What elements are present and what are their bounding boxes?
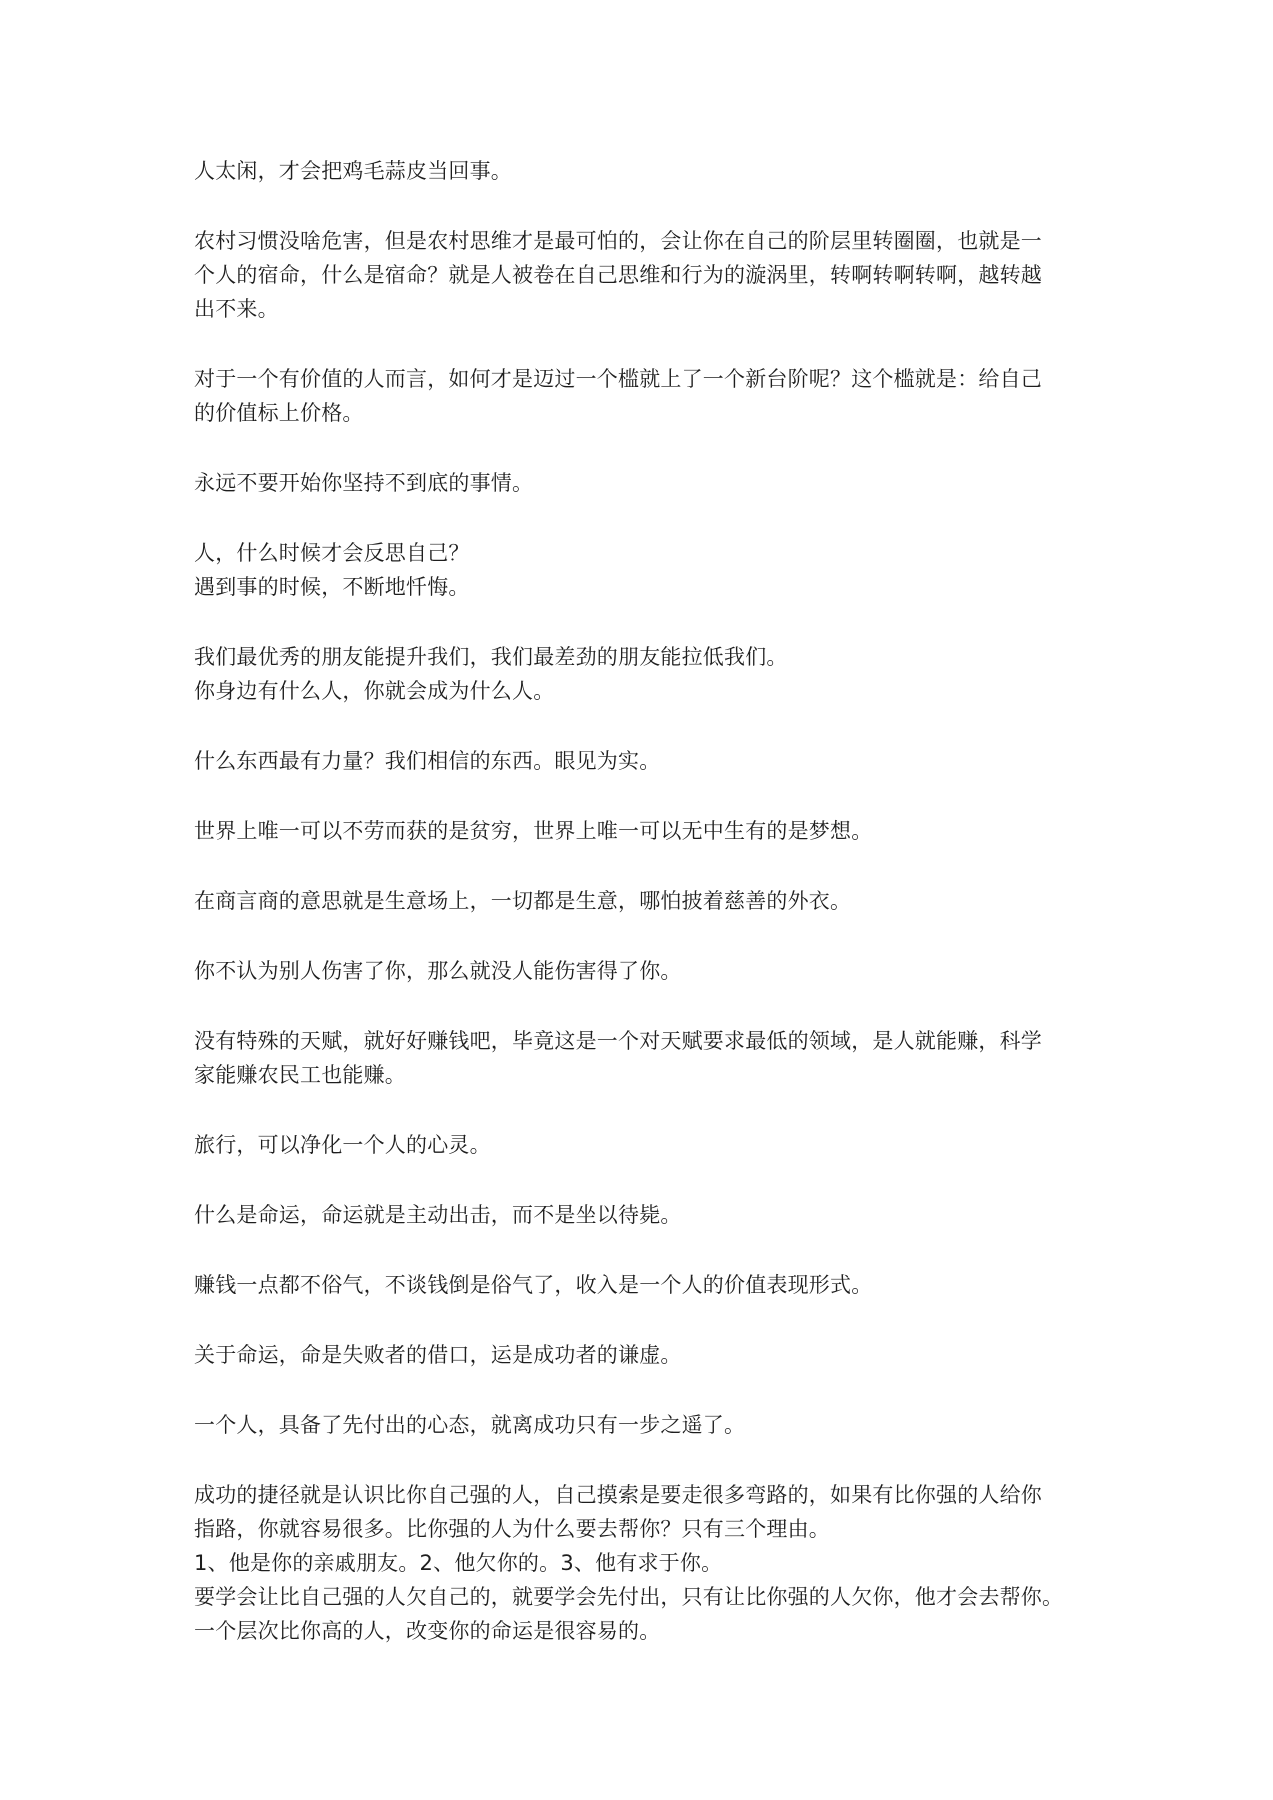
text-line: 世界上唯一可以不劳而获的是贫穷，世界上唯一可以无中生有的是梦想。 (194, 819, 873, 843)
text-line: 一个人，具备了先付出的心态，就离成功只有一步之遥了。 (194, 1413, 746, 1437)
text-line: 在商言商的意思就是生意场上，一切都是生意，哪怕披着慈善的外衣。 (194, 889, 852, 913)
text-line: 1、他是你的亲戚朋友。2、他欠你的。3、他有求于你。 (194, 1551, 723, 1575)
text-line: 关于命运，命是失败者的借口，运是成功者的谦虚。 (194, 1343, 682, 1367)
text-line: 出不来。 (194, 297, 279, 321)
paragraph (194, 1198, 1084, 1232)
text-line: 什么东西最有力量？我们相信的东西。眼见为实。 (194, 749, 661, 773)
text-line: 要学会让比自己强的人欠自己的，就要学会先付出，只有让比你强的人欠你，他才会去帮你。 (194, 1585, 1064, 1609)
text-line: 农村习惯没啥危害，但是农村思维才是最可怕的，会让你在自己的阶层里转圈圈，也就是一 (194, 229, 1042, 253)
text-line: 我们最优秀的朋友能提升我们，我们最差劲的朋友能拉低我们。 (194, 645, 788, 669)
text-line: 没有特殊的天赋，就好好赚钱吧，毕竟这是一个对天赋要求最低的领域，是人就能赚，科学 (194, 1029, 1042, 1053)
text-line: 指路，你就容易很多。比你强的人为什么要去帮你？只有三个理由。 (194, 1517, 830, 1541)
paragraph (194, 466, 1084, 500)
paragraph (194, 954, 1084, 988)
text-line: 遇到事的时候，不断地忏悔。 (194, 575, 470, 599)
text-line: 个人的宿命，什么是宿命？就是人被卷在自己思维和行为的漩涡里，转啊转啊转啊，越转越 (194, 263, 1042, 287)
text-line: 旅行，可以净化一个人的心灵。 (194, 1133, 491, 1157)
paragraph (194, 154, 1084, 188)
paragraph (194, 1478, 1084, 1648)
text-line: 什么是命运，命运就是主动出击，而不是坐以待毙。 (194, 1203, 682, 1227)
text-line: 人，什么时候才会反思自己？ (194, 541, 470, 565)
text-line: 你不认为别人伤害了你，那么就没人能伤害得了你。 (194, 959, 682, 983)
paragraph (194, 1408, 1084, 1442)
text-line: 人太闲，才会把鸡毛蒜皮当回事。 (194, 159, 512, 183)
text-line: 赚钱一点都不俗气，不谈钱倒是俗气了，收入是一个人的价值表现形式。 (194, 1273, 873, 1297)
paragraph (194, 224, 1084, 326)
paragraph (194, 1128, 1084, 1162)
paragraph (194, 884, 1084, 918)
paragraph (194, 640, 1084, 708)
document-body (194, 154, 1084, 1684)
paragraph (194, 1338, 1084, 1372)
paragraph (194, 744, 1084, 778)
text-line: 一个层次比你高的人，改变你的命运是很容易的。 (194, 1619, 661, 1643)
paragraph (194, 1268, 1084, 1302)
paragraph (194, 362, 1084, 430)
text-line: 对于一个有价值的人而言，如何才是迈过一个槛就上了一个新台阶呢？这个槛就是：给自己 (194, 367, 1042, 391)
text-line: 成功的捷径就是认识比你自己强的人，自己摸索是要走很多弯路的，如果有比你强的人给你 (194, 1483, 1042, 1507)
paragraph (194, 814, 1084, 848)
text-line: 你身边有什么人，你就会成为什么人。 (194, 679, 555, 703)
text-line: 家能赚农民工也能赚。 (194, 1063, 406, 1087)
text-line: 的价值标上价格。 (194, 401, 364, 425)
paragraph (194, 1024, 1084, 1092)
text-line: 永远不要开始你坚持不到底的事情。 (194, 471, 534, 495)
paragraph (194, 536, 1084, 604)
